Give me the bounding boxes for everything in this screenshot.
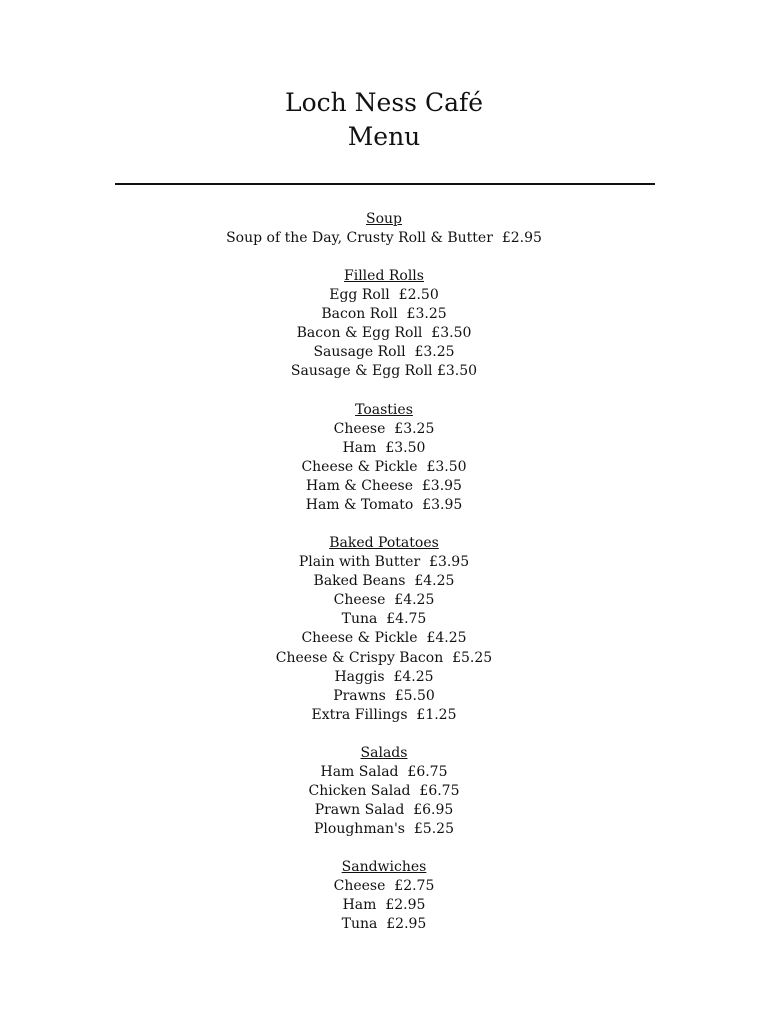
page-title: Loch Ness Café <box>284 88 484 117</box>
menu-item: Sausage Roll £3.25 <box>313 344 455 361</box>
section-toasties <box>0 401 768 515</box>
menu-item: Prawn Salad £6.95 <box>314 802 454 819</box>
section-heading: Soup <box>366 211 402 227</box>
menu-item: Ploughman's £5.25 <box>314 821 454 838</box>
menu-item: Bacon & Egg Roll £3.50 <box>296 325 472 342</box>
menu-item: Haggis £4.25 <box>334 668 434 685</box>
section-heading: Sandwiches <box>341 859 427 876</box>
menu-item: Cheese £2.75 <box>333 878 435 895</box>
menu-item: Prawns £5.50 <box>333 687 435 704</box>
section-soup <box>0 210 768 248</box>
menu-item: Extra Fillings £1.25 <box>311 706 457 723</box>
menu-item: Ham Salad £6.75 <box>320 763 448 780</box>
menu-item: Ham £3.50 <box>342 439 426 456</box>
section-baked-potatoes <box>0 534 768 725</box>
menu-item: Cheese £4.25 <box>333 592 435 609</box>
section-heading: Toasties <box>355 401 413 418</box>
menu-header <box>0 86 768 154</box>
menu-item: Cheese & Pickle £4.25 <box>301 630 467 647</box>
section-heading: Salads <box>360 744 408 761</box>
menu-item: Cheese £3.25 <box>333 420 435 437</box>
menu-sections <box>0 210 768 954</box>
menu-item: Plain with Butter £3.95 <box>298 554 470 571</box>
menu-item: Tuna £4.75 <box>341 611 427 628</box>
menu-item: Baked Beans £4.25 <box>313 573 455 590</box>
menu-item: Cheese & Crispy Bacon £5.25 <box>275 649 493 666</box>
menu-item: Bacon Roll £3.25 <box>321 306 447 323</box>
section-filled-rolls <box>0 267 768 381</box>
page-subtitle: Menu <box>347 122 421 151</box>
section-heading: Baked Potatoes <box>329 535 439 552</box>
menu-item: Sausage & Egg Roll £3.50 <box>290 363 478 380</box>
header-divider <box>115 183 655 185</box>
menu-item: Ham & Cheese £3.95 <box>306 477 462 494</box>
section-salads <box>0 744 768 839</box>
menu-item: Chicken Salad £6.75 <box>308 782 460 799</box>
menu-item: Ham & Tomato £3.95 <box>305 496 463 513</box>
menu-item: Cheese & Pickle £3.50 <box>301 458 467 475</box>
menu-item: Ham £2.95 <box>342 897 426 914</box>
menu-item: Egg Roll £2.50 <box>329 287 439 304</box>
section-sandwiches <box>0 858 768 934</box>
menu-item: Soup of the Day, Crusty Roll & Butter £2.95 <box>226 230 542 246</box>
menu-item: Tuna £2.95 <box>341 916 427 933</box>
section-heading: Filled Rolls <box>344 268 424 285</box>
